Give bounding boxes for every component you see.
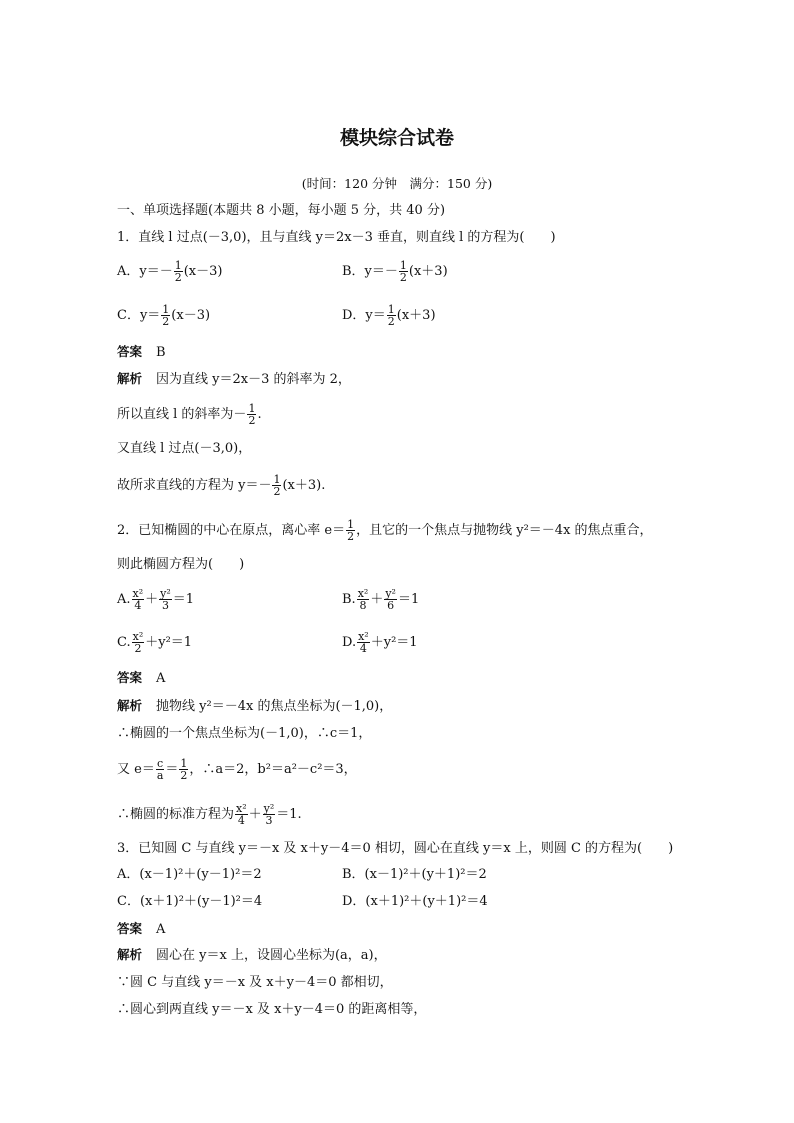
q2-answer: 答案 A [117, 670, 166, 686]
q1-analysis-line-1: 解析 因为直线 y＝2x－3 的斜率为 2， [117, 371, 351, 387]
q3-option-d: D．(x＋1)²＋(y＋1)²＝4 [342, 894, 488, 909]
q2-option-d: D. $\frac{\text{x²}}{4}$ ＋y²＝1 [342, 630, 418, 655]
q3-analysis-line-3: ∴圆心到两直线 y＝－x 及 x＋y－4＝0 的距离相等， [117, 1002, 427, 1017]
q1-option-c: C．y＝ $\frac{1}{2}$ (x－3) [117, 303, 211, 328]
exam-info: (时间：120 分钟 满分：150 分) [301, 176, 493, 191]
q2-option-c: C. $\frac{\text{x²}}{2}$ ＋y²＝1 [117, 630, 193, 655]
q3-analysis-line-1: 解析 圆心在 y＝x 上，设圆心坐标为(a，a)， [117, 947, 387, 963]
q1-analysis-line-3: 又直线 l 过点(－3,0)， [117, 441, 252, 456]
q1-answer: 答案 B [117, 344, 166, 360]
q1-option-b: B．y＝－ $\frac{1}{2}$ (x＋3) [342, 259, 448, 284]
q2-stem: 2．已知椭圆的中心在原点，离心率 e＝ $\frac{1}{2}$ ，且它的一个焦点与抛物线 y²＝－4x 的焦点重合， [117, 518, 653, 543]
q3-option-c: C．(x＋1)²＋(y－1)²＝4 [117, 894, 263, 909]
q3-option-a: A．(x－1)²＋(y－1)²＝2 [117, 867, 262, 882]
q2-analysis-line-4: ∴椭圆的标准方程为 $\frac{\text{x²}}{4}$ ＋ $\frac{\text{y²}}{3}$ ＝1. [117, 802, 302, 827]
q3-analysis-line-2: ∵圆 C 与直线 y＝－x 及 x＋y－4＝0 都相切， [117, 975, 393, 990]
q1-option-a: A．y＝－ $\frac{1}{2}$ (x－3) [117, 259, 223, 284]
q2-analysis-line-1: 解析 抛物线 y²＝－4x 的焦点坐标为(－1,0)， [117, 698, 393, 714]
q2-analysis-line-2: ∴椭圆的一个焦点坐标为(－1,0)，∴c＝1， [117, 726, 372, 741]
section-heading: 一、单项选择题(本题共 8 小题，每小题 5 分，共 40 分) [117, 203, 446, 218]
q3-stem: 3．已知圆 C 与直线 y＝－x 及 x＋y－4＝0 相切，圆心在直线 y＝x 上，则圆 C 的方程为( ) [117, 841, 674, 856]
q3-option-b: B．(x－1)²＋(y＋1)²＝2 [342, 867, 487, 882]
q2-option-b: B. $\frac{\text{x²}}{8}$ ＋ $\frac{\text{y²}}{6}$ ＝1 [342, 587, 420, 612]
q1-analysis-line-4: 故所求直线的方程为 y＝－ $\frac{1}{2}$ (x＋3). [117, 473, 326, 498]
q1-stem: 1．直线 l 过点(－3,0)，且与直线 y＝2x－3 垂直，则直线 l 的方程为( ) [117, 230, 556, 245]
q1-option-d: D．y＝ $\frac{1}{2}$ (x＋3) [342, 303, 436, 328]
q3-answer: 答案 A [117, 921, 166, 937]
q2-analysis-line-3: 又 e＝ $\frac{c}{a}$ ＝ $\frac{1}{2}$ ，∴a＝2，b²＝a²－c²＝3， [117, 757, 357, 782]
page-title: 模块综合试卷 [339, 127, 454, 149]
q2-option-a: A. $\frac{\text{x²}}{4}$ ＋ $\frac{\text{y²}}{3}$ ＝1 [117, 587, 195, 612]
q1-analysis-line-2: 所以直线 l 的斜率为－ $\frac{1}{2}$ . [117, 402, 262, 427]
q2-stem-line-2: 则此椭圆方程为( ) [117, 557, 245, 572]
